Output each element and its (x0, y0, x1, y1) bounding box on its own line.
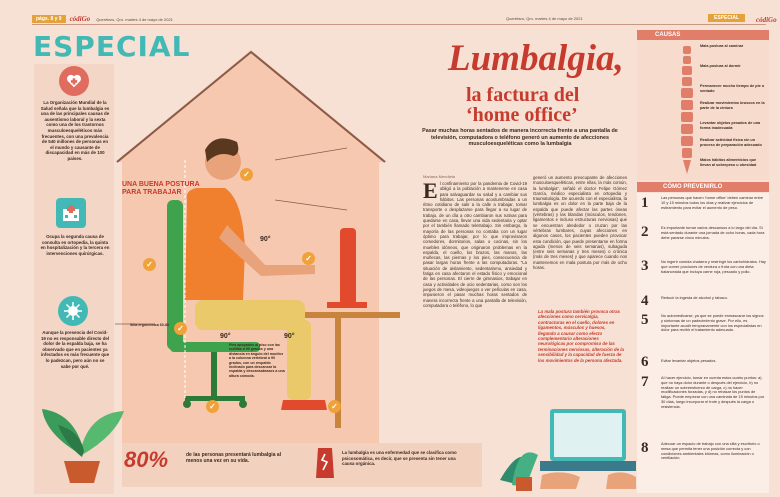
angle-label-feet: 90° (284, 333, 295, 340)
article-subtitle-1: la factura del (466, 84, 580, 106)
laptop-illustration (490, 385, 640, 493)
article-subtitle-2: ‘home office’ (466, 104, 578, 126)
chair-note: Silla ergonómica 60-80 (130, 323, 169, 327)
prevention-number: 1 (641, 195, 649, 211)
covid-stat-text: Aunque la presencia del Covid-19 no es responsable directo del dolor de la espalda baja, se ha observado que en pacientes ya infectados es más frecuente que lo padezcan, pero aún no se sabe por qué. (40, 330, 110, 369)
prevention-number: 2 (641, 224, 649, 240)
angle-label-arm: 90° (260, 236, 271, 243)
article-column-1-text: l confinamiento por la pandemia de Covid-19 obligó a la población a mantenerse en casa para salvaguardar su salud y a cambiar sus hábitos. Las personas acostumbradas a un ritmo cotidiano de salir a la calle a trabajar, tomar transporte o desplazarse para llegar a su lugar de trabajo, de un día a otro cambiaron sus rutinas para quedarse en casa, llevar una vida sedentaria y optar por el también llamado teletrabajo. Sin embargo, la mayoría de las personas no contaba con un lugar óptimo para trabajar, por lo que improvisaron comedores, dormitorios, salas o cocinas, sin los muebles idóneos, que originaron problemas en la espalda, el cuello, los brazos, las manos, las muñecas, las piernas y los pies, consecuencia de pasar largas horas frente a las computadoras. “La situación de aislamiento, sedentarismo, ansiedad y fatiga en casa afectaron el estado físico y emocional de las personas. El cierre de gimnasios, trabajar en casa y actividades de ocio sedentarias, como son los juegos de mesa, videojuegos o ver películas en casa, impusieron el pasar muchas horas sentados de manera incorrecta frente a una pantalla de televisión, computadora o teléfono, lo que (423, 181, 527, 308)
article-title: Lumbalgia, (448, 38, 624, 79)
prevention-text: No automedicarse, ya que se puede enmascarar los signos y síntomas de un padecimiento grave. Por ello, es importante acudir tempranamente con los especialistas en dolor para recibir el tratamiento adecuado. (661, 313, 764, 333)
header-rule (32, 24, 766, 25)
prevention-number: 7 (641, 374, 649, 390)
article-deck: Pasar muchas horas sentados de manera incorrecta frente a una pantalla de televisión, computadora o teléfono generó un aumento de afecciones musculoesqueléticas como la lumbalgia (422, 128, 618, 148)
prevention-text: Evitar levantar objetos pesados. (661, 358, 717, 363)
percent-stat-text: de las personas presentará lumbalgia al menos una vez en su vida. (186, 452, 282, 465)
article-column-2-text: generó un aumento preocupante de afecciones musculoesqueléticas, entre ellas, la más común, la lumbalgia”, señaló el doctor Felipe Gómez García, médico especialista en ortopedia y traumatología. De acuerdo con el especialista, la lumbalgia es un dolor en la parte baja de la espalda que puede afectar las partes óseas (vértebras) y las blandas (músculos, tendones, ligamentos e incluso estructuras nerviosas) que se encuentran alrededor o cruzan por las vértebras lumbares, cuyas afecciones en algunos casos, los pacientes pueden provocar esta condición, que puede presentarse en forma aguda (menos de seis semanas), subaguda (entre seis semanas y tres meses) o crónica (más de tres meses) y que aparece cuando nos mantenemos en mala postura por más de ocho horas. (533, 175, 627, 271)
section-title: ESPECIAL (33, 30, 191, 63)
dateline-right: Querétaro, Qro. martes 4 de mayo de 2021 (506, 16, 583, 21)
posture-illustration (115, 50, 405, 480)
article-column-2 (533, 175, 627, 305)
page-number-chip: págs. 8 y 9 (32, 15, 66, 23)
posture-label: UNA BUENA POSTURA PARA TRABAJAR (122, 181, 200, 196)
check-bullet-head: ✓ (240, 168, 253, 181)
prevention-text: Las personas que hacen ‘home office’ deben caminar entre 10 y 15 minutos todos los días y realizar ejercicios de estiramiento para evitar el aumento de peso. (661, 195, 764, 210)
dateline-left: Querétaro, Qro. martes 4 de mayo de 2021 (96, 16, 173, 22)
prevention-number: 8 (641, 440, 649, 456)
check-bullet-chair: ✓ (206, 400, 219, 413)
cause-item: Realizar movimientos bruscos en la parte de la cintura (700, 101, 765, 110)
prevention-text: Es importante tomar varios descansos a lo largo del día. Si está sentado durante una jornada de ocho horas, cada hora debe pararse cinco minutos. (661, 225, 765, 240)
virus-icon (58, 296, 88, 326)
prevention-heading: CÓMO PREVENIRLO (637, 182, 769, 192)
byline: Mariana Mendieta (423, 174, 456, 179)
cause-item: Malos hábitos alimenticios que llevan al sobrepeso u obesidad (700, 158, 757, 167)
prevention-text: No ingerir comida chatarra y restringir los carbohidratos. Hay que comer porciones de verdura o fruta con una dieta balanceada que incluya carne roja, pescado y pollo. (661, 259, 766, 274)
orthopedics-stat-text: Ocupa la segunda causa de consulta en ortopedia, la quinta en hospitalización y la tercera en intervenciones quirúrgicas. (40, 234, 110, 256)
cause-item: Mala postura al caminar (700, 44, 744, 48)
section-chip: ESPECIAL (708, 14, 745, 22)
plant-illustration (36, 395, 128, 487)
angle-label-knee: 90° (220, 333, 231, 340)
check-bullet-feet: ✓ (328, 400, 341, 413)
prevention-number: 3 (641, 258, 649, 274)
check-bullet-wrist: ✓ (302, 252, 315, 265)
feet-note: Pies apoyados al piso con las rodillas a 90 grados y una distancia en ángulo del monitor a la columna vertebral a 90 grados, con un respaldo inclinado para descansar la espalda y descansabrazos a una altura cómoda. (229, 343, 285, 378)
prevention-number: 4 (641, 293, 649, 309)
back-pain-icon (312, 446, 338, 480)
who-stat-text: La Organización Mundial de la Salud señala que la lumbalgia es una de las principales causas de ausentismo laboral y la sexta como una de los trastornos musculoesqueléticos más frecuentes, con una prevalencia de 540 millones de personas en el mundo y causante de discapacidad en más de 100 países. (40, 100, 110, 161)
causes-heading: CAUSAS (637, 30, 769, 40)
cause-item: Realizar actividad física sin un proceso de preparación adecuado (700, 138, 762, 147)
hospital-icon (56, 198, 86, 228)
newspaper-logo: códiGo (69, 15, 91, 23)
cause-item: Levantar objetos pesados de una forma inadecuada (700, 121, 761, 130)
check-bullet-arm: ✓ (143, 258, 156, 271)
prevention-text: Adecuar un espacio de trabajo con una silla y escritorio o mesa que permita tener una posición correcta y con condiciones ambientales idóneas, como iluminación o ventilación. (661, 441, 760, 461)
newspaper-logo-right: códiGo (756, 16, 777, 24)
health-heart-icon (59, 66, 89, 96)
prevention-number: 5 (641, 312, 649, 328)
spine-icon (680, 44, 694, 176)
prevention-text: Al hacer ejercicio, tomar en cuenta estos cuatro puntos: a) que no haya dolor durante o después del ejercicio, b) no realizar un sobreesfuerzo de carga, c) no hacer modificaciones forzadas, y d) no rebasar los puntos de fatiga. Puede empezar con una caminata de 15 minutos por 30 días, luego incorporar el trote y después la carga o resistencia. (661, 375, 765, 409)
prevention-number: 6 (641, 354, 649, 370)
cause-item: Mala postura al dormir (700, 64, 741, 68)
page-header (32, 14, 777, 24)
percent-stat: 80% (124, 447, 169, 472)
prevention-text: Reducir la ingesta de alcohol y tabaco. (661, 295, 728, 300)
cause-item: Permanecer mucho tiempo de pie o sentado (700, 84, 765, 93)
dropcap: E (423, 181, 438, 203)
psychosomatic-note: La lumbalgia es una enfermedad que se clasifica como psicosomática, es decir, que se presenta sin tener una causa orgánica. (342, 450, 457, 467)
pull-quote: La mala postura también provoca otras afecciones como cervicalgia, contracturas en el cuello, dolores en ligamentos, músculos y huesos, llegando a causar como efecto complementario alteraciones neurológicas por compromiso de las terminaciones nerviosas, alteración de la sensibilidad y la capacidad de fuerza de los movimientos de la persona afectada. (538, 309, 624, 363)
check-bullet-lumbar: ✓ (174, 322, 187, 335)
